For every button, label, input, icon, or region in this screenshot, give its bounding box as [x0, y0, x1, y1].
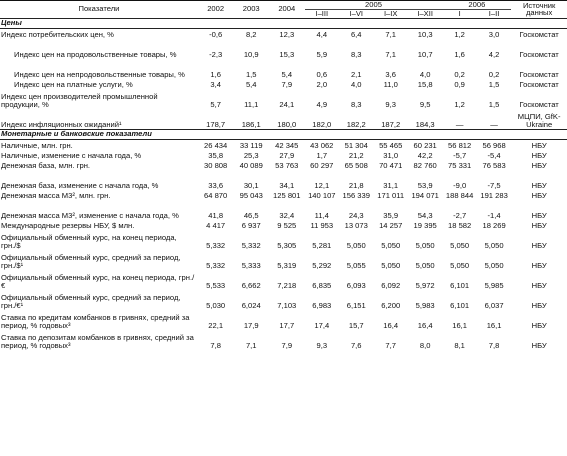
col-year: 2002	[198, 1, 234, 19]
table-cell: -2,7	[453, 210, 467, 220]
table-cell: 6,101	[450, 280, 470, 290]
col-period: I–II	[477, 9, 511, 18]
table-cell: 0,2	[454, 69, 465, 79]
row-label: Наличные, млн. грн.	[1, 140, 73, 150]
table-row	[0, 330, 567, 350]
table-cell: 30 808	[204, 160, 228, 170]
table-cell: 7,1	[245, 340, 257, 350]
table-cell: 5,319	[277, 260, 297, 270]
table-cell: 40 089	[239, 160, 263, 170]
table-cell: 6,983	[312, 300, 332, 310]
table-cell: 7,103	[277, 300, 297, 310]
source-cell: НБУ	[531, 160, 547, 170]
row-label: Официальный обменный курс, средний за период, грн./€¹	[1, 293, 181, 310]
table-cell: 1,6	[210, 69, 221, 79]
table-cell: 5,332	[241, 240, 261, 250]
table-cell: 95 043	[239, 190, 263, 200]
table-cell: 1,6	[454, 49, 465, 59]
table-cell: 182,2	[346, 119, 366, 129]
table-cell: -7,5	[487, 180, 501, 190]
row-label: Индекс цен производителей промышленной продукции, %	[1, 92, 158, 109]
table-cell: 64 870	[204, 190, 228, 200]
table-cell: 35,9	[383, 210, 399, 220]
table-cell: 30,1	[243, 180, 259, 190]
table-row	[0, 109, 567, 130]
table-cell: —	[455, 119, 464, 129]
source-cell: НБУ	[531, 340, 547, 350]
row-label: Индекс цен на непродовольственные товары, %	[14, 69, 185, 79]
source-cell: НБУ	[531, 280, 547, 290]
row-label: Денежная база, млн. грн.	[1, 160, 91, 170]
source-cell: Госкомстат	[519, 99, 559, 109]
col-indicators: Показатели	[0, 1, 198, 19]
row-label: Наличные, изменение с начала года, %	[1, 150, 142, 160]
table-cell: 5,050	[381, 260, 401, 270]
table-cell: 180,0	[277, 119, 297, 129]
table-row	[0, 230, 567, 250]
row-label: Международные резервы НБУ, $ млн.	[1, 220, 135, 230]
header-row-top	[0, 1, 567, 10]
table-cell: 82 760	[413, 160, 437, 170]
table-cell: 6,835	[312, 280, 332, 290]
table-cell: 12,1	[314, 180, 330, 190]
table-cell: 0,6	[316, 69, 328, 79]
table-cell: 140 107	[308, 190, 336, 200]
table-cell: 6,093	[346, 280, 366, 290]
table-cell: -5,4	[487, 150, 501, 160]
table-cell: 56 968	[482, 140, 506, 150]
table-cell: 5,292	[312, 260, 332, 270]
table-cell: 5,281	[312, 240, 332, 250]
table-cell: 15,3	[279, 49, 295, 59]
table-cell: 5,030	[206, 300, 226, 310]
table-cell: 10,7	[417, 49, 433, 59]
table-cell: 182,0	[312, 119, 332, 129]
table-cell: 11,4	[314, 210, 329, 220]
table-cell: 7,1	[385, 29, 396, 39]
table-cell: 35,8	[208, 150, 224, 160]
table-cell: 1,5	[245, 69, 257, 79]
table-cell: 15,8	[417, 79, 433, 89]
table-cell: 51 304	[344, 140, 368, 150]
table-cell: 3,6	[385, 69, 396, 79]
table-cell: 56 812	[448, 140, 472, 150]
table-cell: 53 763	[275, 160, 299, 170]
table-cell: 3,4	[210, 79, 221, 89]
table-cell: 75 331	[448, 160, 472, 170]
table-cell: 43 062	[310, 140, 334, 150]
table-row	[0, 28, 567, 39]
table-cell: 7,218	[277, 280, 297, 290]
table-row	[0, 59, 567, 79]
table-cell: -1,4	[487, 210, 501, 220]
table-cell: 14 257	[379, 220, 403, 230]
table-cell: 9,3	[385, 99, 396, 109]
source-cell: НБУ	[531, 150, 547, 160]
table-cell: 3,0	[488, 29, 500, 39]
table-cell: 11,0	[383, 79, 398, 89]
table-cell: 5,332	[206, 260, 226, 270]
table-cell: 5,9	[316, 49, 328, 59]
table-cell: 5,050	[415, 260, 435, 270]
table-cell: —	[490, 119, 498, 129]
table-cell: 24,1	[279, 99, 295, 109]
table-cell: 5,050	[381, 240, 401, 250]
table-row	[0, 150, 567, 160]
table-row	[0, 200, 567, 220]
table-cell: 184,3	[415, 119, 435, 129]
table-cell: 0,2	[488, 69, 500, 79]
table-cell: 7,9	[281, 340, 293, 350]
table-cell: 42,2	[417, 150, 433, 160]
table-row	[0, 190, 567, 200]
table-cell: 32,4	[279, 210, 295, 220]
col-period: I–III	[305, 9, 339, 18]
source-cell: Госкомстат	[519, 49, 559, 59]
table-row	[0, 220, 567, 230]
table-cell: 4,2	[488, 49, 500, 59]
table-row	[0, 79, 567, 89]
table-cell: 31,0	[383, 150, 399, 160]
table-cell: 10,3	[417, 29, 433, 39]
table-cell: 6,662	[241, 280, 261, 290]
table-cell: 22,1	[208, 320, 224, 330]
source-cell: НБУ	[531, 220, 547, 230]
table-cell: 5,305	[277, 240, 297, 250]
table-cell: 53,9	[417, 180, 433, 190]
table-cell: 4,9	[316, 99, 328, 109]
table-cell: 178,7	[206, 119, 226, 129]
table-cell: 6 937	[241, 220, 261, 230]
table-cell: 5,972	[415, 280, 435, 290]
table-cell: 11 953	[310, 220, 334, 230]
table-cell: 65 508	[344, 160, 368, 170]
table-cell: 18 582	[448, 220, 472, 230]
table-cell: -0,6	[209, 29, 223, 39]
row-label: Денежная база, изменение с начала года, %	[1, 180, 159, 190]
table-cell: 8,1	[454, 340, 465, 350]
table-cell: 9 525	[277, 220, 297, 230]
table-cell: 7,1	[385, 49, 396, 59]
table-cell: 5,055	[346, 260, 366, 270]
table-cell: 41,8	[208, 210, 224, 220]
table-cell: 17,4	[314, 320, 330, 330]
table-cell: 60 297	[310, 160, 334, 170]
table-cell: 194 071	[411, 190, 439, 200]
table-cell: 18 269	[482, 220, 506, 230]
table-cell: 5,985	[484, 280, 504, 290]
table-cell: 6,101	[450, 300, 470, 310]
table-cell: 76 583	[482, 160, 506, 170]
table-row	[0, 290, 567, 310]
table-cell: 46,5	[243, 210, 259, 220]
table-cell: 55 465	[379, 140, 403, 150]
row-label: Ставка по депозитам комбанков в гривнях, средний за период, % годовых³	[1, 333, 194, 350]
table-cell: 1,2	[454, 29, 465, 39]
table-cell: 6,092	[381, 280, 401, 290]
table-cell: 125 801	[273, 190, 301, 200]
table-cell: 7,7	[385, 340, 396, 350]
source-cell: НБУ	[531, 140, 547, 150]
table-cell: 7,6	[350, 340, 362, 350]
table-row	[0, 89, 567, 109]
table-cell: 15,7	[348, 320, 364, 330]
table-cell: 5,050	[450, 260, 470, 270]
table-cell: 9,5	[419, 99, 431, 109]
table-cell: 1,5	[488, 99, 500, 109]
section-header	[0, 129, 567, 139]
table-cell: 34,1	[279, 180, 295, 190]
table-cell: 7,8	[488, 340, 500, 350]
section-title: Цены	[0, 18, 567, 28]
table-cell: 60 231	[413, 140, 437, 150]
col-period: I–IX	[373, 9, 407, 18]
source-cell: НБУ	[531, 240, 547, 250]
table-cell: 12,3	[279, 29, 295, 39]
table-cell: 1,7	[316, 150, 328, 160]
table-cell: 191 283	[480, 190, 508, 200]
table-cell: 156 339	[342, 190, 370, 200]
table-cell: 42 345	[275, 140, 299, 150]
table-cell: 24,3	[348, 210, 364, 220]
table-cell: 4,0	[419, 69, 431, 79]
table-cell: 21,2	[348, 150, 364, 160]
table-cell: 5,050	[415, 240, 435, 250]
row-label: Денежная масса М3², изменение с начала года, %	[1, 210, 179, 220]
table-cell: 9,3	[316, 340, 328, 350]
table-cell: 54,3	[417, 210, 433, 220]
table-cell: 5,050	[484, 260, 504, 270]
table-cell: 8,0	[419, 340, 431, 350]
source-cell: НБУ	[531, 260, 547, 270]
table-cell: 8,3	[350, 49, 362, 59]
table-row	[0, 270, 567, 290]
table-cell: 171 011	[377, 190, 405, 200]
table-cell: 19 395	[413, 220, 437, 230]
row-label: Индекс инфляционных ожиданий¹	[1, 119, 122, 129]
table-cell: 33,6	[208, 180, 224, 190]
table-cell: 186,1	[241, 119, 261, 129]
table-row	[0, 250, 567, 270]
table-cell: 6,037	[484, 300, 504, 310]
table-body	[0, 18, 567, 350]
table-cell: 2,1	[350, 69, 362, 79]
table-cell: 5,4	[245, 79, 257, 89]
table-cell: 25,3	[243, 150, 259, 160]
row-label: Индекс потребительских цен, %	[1, 29, 114, 39]
table-cell: 2,0	[316, 79, 328, 89]
table-cell: 11,1	[244, 99, 259, 109]
table-cell: 33 119	[239, 140, 263, 150]
table-cell: 5,050	[484, 240, 504, 250]
col-group-2005: 2005	[305, 1, 443, 10]
table-cell: 31,1	[383, 180, 399, 190]
table-cell: 16,1	[452, 320, 468, 330]
row-label: Официальный обменный курс, на конец периода, грн./€	[1, 273, 195, 290]
source-cell: НБУ	[531, 190, 547, 200]
table-cell: 17,7	[279, 320, 295, 330]
table-cell: -5,7	[453, 150, 467, 160]
col-year: 2003	[233, 1, 269, 19]
col-period: I–VI	[339, 9, 373, 18]
table-cell: 16,1	[486, 320, 502, 330]
table-row	[0, 139, 567, 150]
table-cell: 187,2	[381, 119, 401, 129]
table-cell: 5,332	[206, 240, 226, 250]
col-period: I–XII	[408, 9, 442, 18]
source-cell: МЦПИ, GfK-Ukraine	[517, 112, 561, 129]
table-cell: 6,024	[241, 300, 261, 310]
source-cell: НБУ	[531, 300, 547, 310]
table-cell: 5,533	[206, 280, 226, 290]
table-cell: 27,9	[279, 150, 295, 160]
col-group-2006: 2006	[442, 1, 511, 10]
table-cell: 70 471	[379, 160, 403, 170]
table-cell: 17,9	[243, 320, 259, 330]
table-cell: 188 844	[445, 190, 474, 200]
table-cell: 26 434	[204, 140, 228, 150]
table-cell: 4,0	[350, 79, 362, 89]
source-cell: НБУ	[531, 320, 547, 330]
table-cell: 8,2	[245, 29, 257, 39]
table-cell: 5,7	[210, 99, 221, 109]
table-row	[0, 310, 567, 330]
source-cell: НБУ	[531, 180, 547, 190]
table-cell: 8,3	[350, 99, 362, 109]
table-cell: 16,4	[417, 320, 433, 330]
source-cell: Госкомстат	[519, 69, 559, 79]
table-cell: 16,4	[383, 320, 399, 330]
col-year: 2004	[269, 1, 305, 19]
table-cell: 6,4	[350, 29, 362, 39]
table-cell: -9,0	[453, 180, 467, 190]
col-period: I	[442, 9, 476, 18]
table-cell: 4,4	[316, 29, 328, 39]
table-row	[0, 39, 567, 59]
table-cell: 5,050	[450, 240, 470, 250]
table-cell: 7,8	[210, 340, 221, 350]
row-label: Индекс цен на платные услуги, %	[14, 79, 133, 89]
table-cell: 5,050	[346, 240, 366, 250]
section-title: Монетарные и банковские показатели	[0, 129, 567, 139]
table-cell: 5,333	[241, 260, 261, 270]
table-cell: 6,200	[381, 300, 401, 310]
row-label: Официальный обменный курс, средний за период, грн./$¹	[1, 253, 181, 270]
table-cell: 1,5	[488, 79, 500, 89]
row-label: Ставка по кредитам комбанков в гривнях, средний за период, % годовых³	[1, 313, 190, 330]
table-cell: 13 073	[344, 220, 368, 230]
table-cell: 7,9	[281, 79, 293, 89]
source-cell: Госкомстат	[519, 79, 559, 89]
table-cell: 4 417	[206, 220, 226, 230]
source-cell: Госкомстат	[519, 29, 559, 39]
section-header	[0, 18, 567, 28]
table-cell: 1,2	[454, 99, 465, 109]
row-label: Денежная масса М3², млн. грн.	[1, 190, 111, 200]
table-cell: 6,151	[346, 300, 366, 310]
row-label: Индекс цен на продовольственные товары, %	[14, 49, 177, 59]
table-row	[0, 170, 567, 190]
source-cell: НБУ	[531, 210, 547, 220]
table-cell: 21,8	[348, 180, 364, 190]
col-source: Источник данных	[511, 1, 567, 19]
table-cell: 5,4	[281, 69, 293, 79]
row-label: Официальный обменный курс, на конец периода, грн./$	[1, 233, 177, 250]
table-row	[0, 160, 567, 170]
table-cell: 10,9	[243, 49, 259, 59]
table-cell: 0,9	[454, 79, 465, 89]
table-cell: 5,983	[415, 300, 435, 310]
table-cell: -2,3	[209, 49, 223, 59]
